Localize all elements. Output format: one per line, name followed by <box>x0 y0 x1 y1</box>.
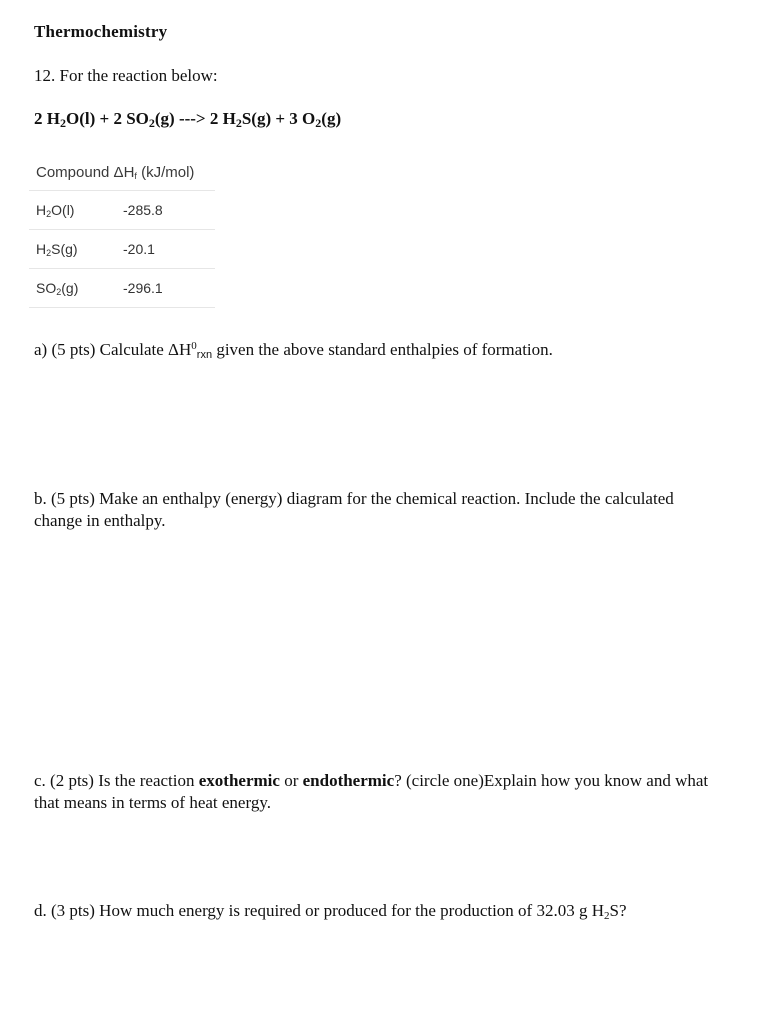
reaction-part: O(l) + 2 SO <box>65 109 149 128</box>
compound-pre: H <box>36 202 47 218</box>
page-title: Thermochemistry <box>34 22 168 41</box>
question-a-pre: a) (5 pts) Calculate ΔH <box>34 340 192 359</box>
question-a-superscript: 0 <box>191 340 197 352</box>
exothermic-option: exothermic <box>198 771 280 790</box>
value-cell: -285.8 <box>123 202 163 218</box>
compound-cell <box>36 191 74 233</box>
question-c <box>34 770 724 814</box>
reaction-part: S(g) + 3 O <box>241 109 316 128</box>
compound-cell <box>36 269 78 311</box>
reaction-part: (g) ---> 2 H <box>154 109 236 128</box>
value-cell: -20.1 <box>123 241 155 257</box>
reaction-equation <box>34 109 341 131</box>
question-a-post: given the above standard enthalpies of formation. <box>212 340 553 359</box>
compound-cell <box>36 230 78 272</box>
question-d-subscript: 2 <box>604 910 610 922</box>
compound-pre: H <box>36 241 47 257</box>
compound-subscript: 2 <box>46 248 52 258</box>
reaction-part: 2 H <box>34 109 60 128</box>
header-subscript: f <box>134 171 137 181</box>
question-intro: 12. For the reaction below: <box>34 66 218 85</box>
question-d-pre: d. (3 pts) How much energy is required or produced for the production of 32.03 g H <box>34 901 604 920</box>
reaction-subscript: 2 <box>315 116 322 130</box>
compound-pre: SO <box>36 280 57 296</box>
reaction-subscript: 2 <box>235 116 242 130</box>
table-row <box>29 230 215 269</box>
table-row <box>29 269 215 308</box>
question-c-pre: c. (2 pts) Is the reaction <box>34 771 199 790</box>
question-b: b. (5 pts) Make an enthalpy (energy) diagram for the chemical reaction. Include the calculated change in enthalpy. <box>34 489 674 530</box>
question-a-subscript: rxn <box>196 349 213 361</box>
reaction-subscript: 2 <box>148 116 155 130</box>
compound-post: S(g) <box>51 241 78 257</box>
header-label: Compound ΔH <box>36 164 135 181</box>
value-cell: -296.1 <box>123 280 163 296</box>
question-c-post: ? (circle one)Explain how you know and what that means in terms of heat energy. <box>34 771 709 812</box>
question-d <box>34 900 724 927</box>
table-row <box>29 191 215 230</box>
reaction-part: (g) <box>321 109 342 128</box>
table-header <box>29 156 215 191</box>
question-c-mid: or <box>279 771 303 790</box>
reaction-subscript: 2 <box>59 116 66 130</box>
question-a <box>34 335 724 366</box>
compound-post: (g) <box>61 280 79 296</box>
header-unit: (kJ/mol) <box>136 164 195 181</box>
endothermic-option: endothermic <box>302 771 395 790</box>
enthalpy-table <box>29 156 215 308</box>
compound-subscript: 2 <box>46 209 52 219</box>
compound-subscript: 2 <box>56 287 62 297</box>
question-d-post: S? <box>609 901 627 920</box>
compound-post: O(l) <box>51 202 75 218</box>
